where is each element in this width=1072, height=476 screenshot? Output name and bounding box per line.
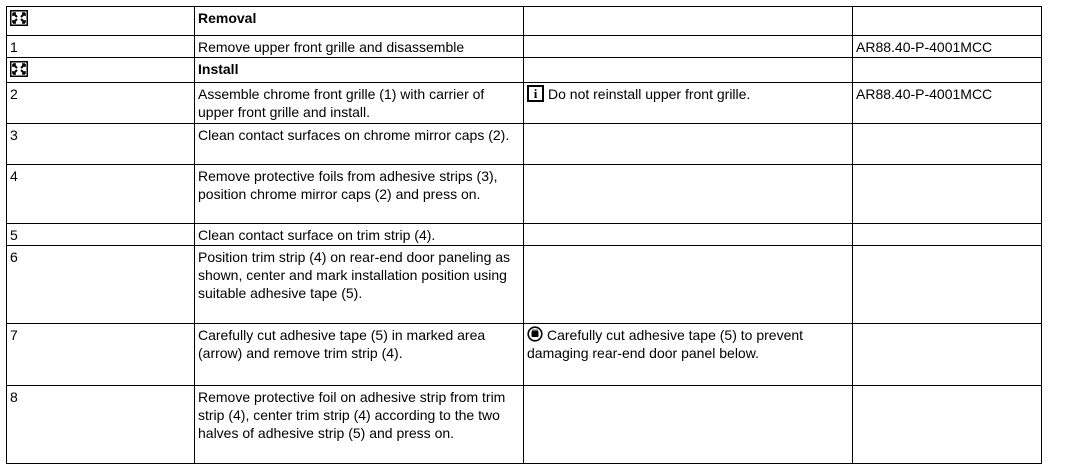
ref-cell[interactable]: AR88.40-P-4001MCC bbox=[853, 83, 1042, 124]
step-cell: 7 bbox=[7, 324, 195, 386]
step-cell: 8 bbox=[7, 386, 195, 464]
table-row bbox=[7, 83, 1042, 124]
ref-cell bbox=[853, 124, 1042, 165]
ref-cell bbox=[853, 246, 1042, 324]
work-step-icon bbox=[10, 10, 28, 26]
note-cell bbox=[524, 58, 853, 83]
note-text: Do not reinstall upper front grille. bbox=[548, 86, 751, 102]
ref-cell bbox=[853, 58, 1042, 83]
note-cell bbox=[524, 386, 853, 464]
table-row bbox=[7, 36, 1042, 58]
table-row bbox=[7, 324, 1042, 386]
table-row bbox=[7, 386, 1042, 464]
step-cell: 6 bbox=[7, 246, 195, 324]
ref-cell bbox=[853, 165, 1042, 224]
table-row bbox=[7, 58, 1042, 83]
ref-cell[interactable]: AR88.40-P-4001MCC bbox=[853, 36, 1042, 58]
task-cell: Remove protective foils from adhesive strips (3), position chrome mirror caps (2) and press on. bbox=[195, 165, 524, 224]
step-cell bbox=[7, 58, 195, 83]
step-cell: 1 bbox=[7, 36, 195, 58]
ref-cell bbox=[853, 386, 1042, 464]
step-cell: 4 bbox=[7, 165, 195, 224]
caution-icon bbox=[527, 326, 543, 342]
step-cell: 3 bbox=[7, 124, 195, 165]
note-text: Carefully cut adhesive tape (5) to prevent damaging rear-end door panel below. bbox=[527, 327, 804, 361]
step-cell: 2 bbox=[7, 83, 195, 124]
ref-cell bbox=[853, 324, 1042, 386]
note-cell bbox=[524, 246, 853, 324]
ref-cell bbox=[853, 7, 1042, 36]
procedure-table bbox=[6, 6, 1042, 464]
note-cell bbox=[524, 124, 853, 165]
ref-cell bbox=[853, 224, 1042, 246]
table-row bbox=[7, 246, 1042, 324]
note-cell bbox=[524, 324, 853, 386]
note-cell bbox=[524, 224, 853, 246]
task-cell: Carefully cut adhesive tape (5) in marked area (arrow) and remove trim strip (4). bbox=[195, 324, 524, 386]
note-cell bbox=[524, 7, 853, 36]
task-cell: Clean contact surface on trim strip (4). bbox=[195, 224, 524, 246]
task-cell: Remove protective foil on adhesive strip from trim strip (4), center trim strip (4) according to the two halves of adhesive strip (5) and press on. bbox=[195, 386, 524, 464]
task-cell: Position trim strip (4) on rear-end door paneling as shown, center and mark installation position using suitable adhesive tape (5). bbox=[195, 246, 524, 324]
task-cell: Removal bbox=[195, 7, 524, 36]
note-cell bbox=[524, 36, 853, 58]
work-step-icon bbox=[10, 61, 28, 77]
task-cell: Install bbox=[195, 58, 524, 83]
note-cell bbox=[524, 83, 853, 124]
table-row bbox=[7, 124, 1042, 165]
task-cell: Assemble chrome front grille (1) with carrier of upper front grille and install. bbox=[195, 83, 524, 124]
task-cell: Clean contact surfaces on chrome mirror caps (2). bbox=[195, 124, 524, 165]
task-cell: Remove upper front grille and disassemble bbox=[195, 36, 524, 58]
table-row bbox=[7, 165, 1042, 224]
info-icon: i bbox=[527, 85, 544, 102]
table-row bbox=[7, 224, 1042, 246]
step-cell: 5 bbox=[7, 224, 195, 246]
note-cell bbox=[524, 165, 853, 224]
step-cell bbox=[7, 7, 195, 36]
table-row bbox=[7, 7, 1042, 36]
